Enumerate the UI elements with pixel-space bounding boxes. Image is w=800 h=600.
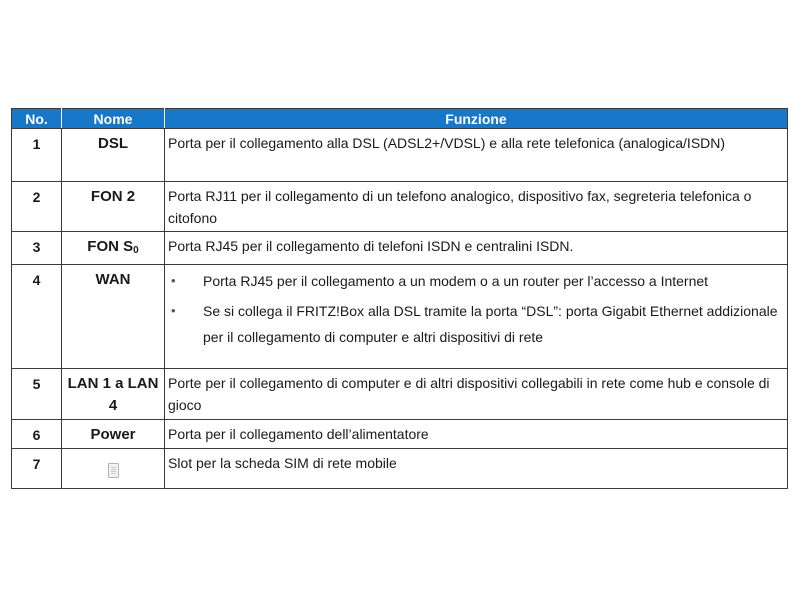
header-no: No.: [12, 109, 62, 129]
port-name-subscript: 0: [133, 245, 139, 256]
bullet-list: [168, 268, 781, 350]
bullet-text: Porta RJ45 per il collegamento a un modem o a un router per l’accesso a Internet: [203, 273, 709, 289]
port-function: Porta per il collegamento alla DSL (ADSL2+/VDSL) e alla rete telefonica (analogica/ISDN): [165, 129, 788, 182]
table-row: [12, 420, 788, 449]
row-number: 3: [12, 232, 62, 265]
table-row: [12, 232, 788, 265]
table-row: [12, 449, 788, 489]
bullet-dot-icon: •: [171, 303, 176, 318]
port-function: Porta per il collegamento dell’alimentatore: [165, 420, 788, 449]
port-function: Porte per il collegamento di computer e di altri dispositivi collegabili in rete come hub e console di gioco: [165, 369, 788, 420]
bullet-item: [168, 268, 781, 294]
row-number: 5: [12, 369, 62, 420]
port-function: Slot per la scheda SIM di rete mobile: [165, 449, 788, 489]
row-number: 7: [12, 449, 62, 489]
row-number: 4: [12, 265, 62, 369]
header-funzione: Funzione: [165, 109, 788, 129]
port-name: Power: [62, 420, 165, 449]
connections-table-wrapper: [11, 108, 787, 489]
port-name-main: FON S: [87, 238, 134, 255]
row-number: 6: [12, 420, 62, 449]
bullet-item: [168, 298, 781, 350]
bullet-dot-icon: •: [171, 273, 176, 288]
port-name: DSL: [62, 129, 165, 182]
table-header-row: [12, 109, 788, 129]
table-row: [12, 369, 788, 420]
bullet-text: Se si collega il FRITZ!Box alla DSL tramite la porta “DSL”: porta Gigabit Ethernet addizionale per il collegamento di computer e altri dispositivi di rete: [203, 303, 778, 345]
sim-card-icon: [108, 463, 119, 478]
row-number: 1: [12, 129, 62, 182]
table-row: [12, 129, 788, 182]
row-number: 2: [12, 182, 62, 232]
table-row: [12, 265, 788, 369]
port-name: [62, 449, 165, 489]
port-function: Porta RJ45 per il collegamento di telefoni ISDN e centralini ISDN.: [165, 232, 788, 265]
port-name: FON 2: [62, 182, 165, 232]
port-function: Porta RJ11 per il collegamento di un telefono analogico, dispositivo fax, segreteria telefonica o citofono: [165, 182, 788, 232]
port-function: [165, 265, 788, 369]
port-name: LAN 1 a LAN 4: [62, 369, 165, 420]
connections-table: [11, 108, 788, 489]
table-row: [12, 182, 788, 232]
port-name: [62, 232, 165, 265]
header-nome: Nome: [62, 109, 165, 129]
port-name: WAN: [62, 265, 165, 369]
